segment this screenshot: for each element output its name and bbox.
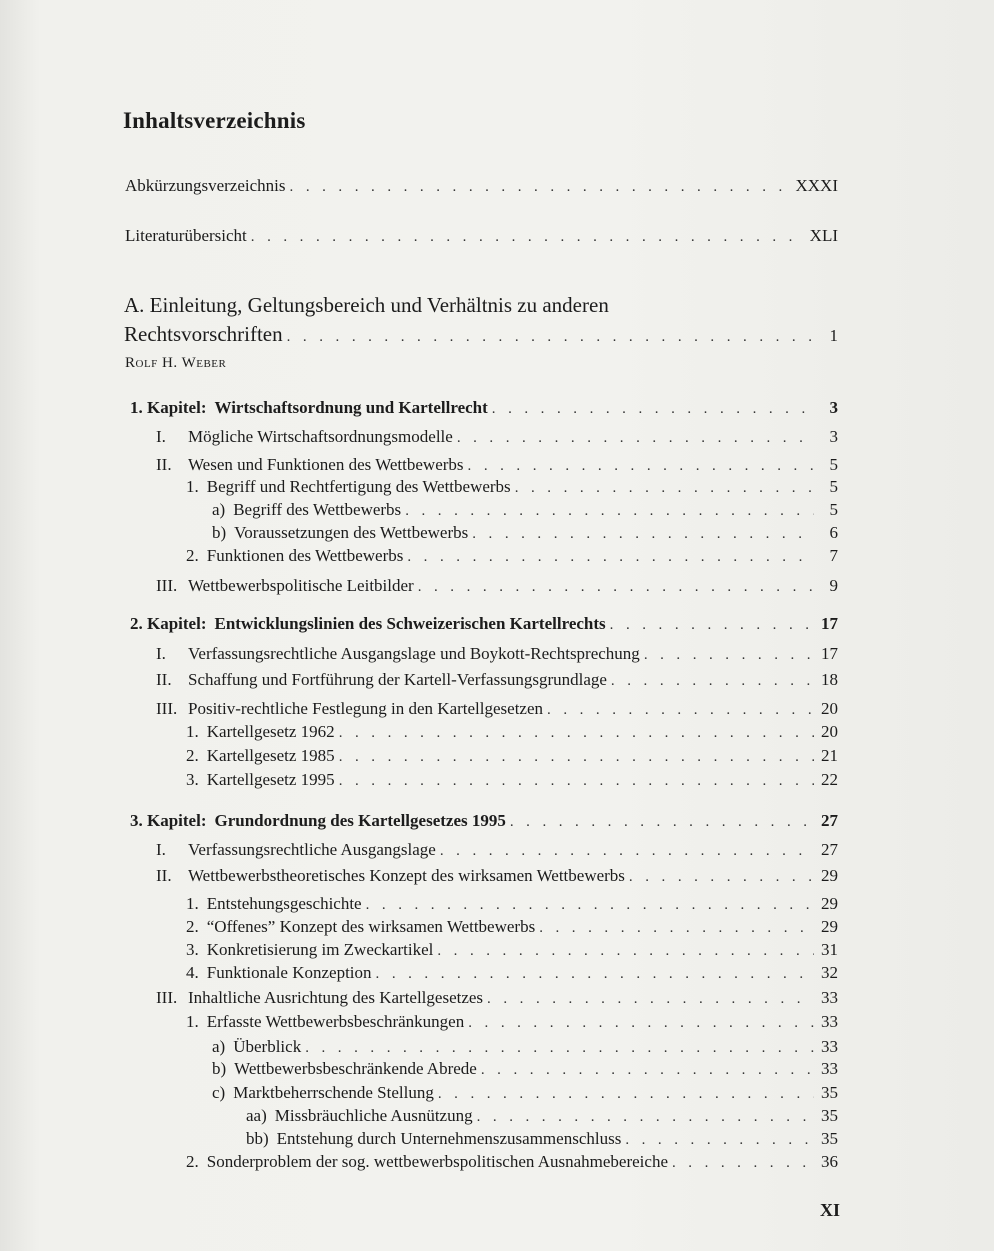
toc-entry-number: III.: [156, 988, 178, 1007]
dot-leader: [510, 814, 814, 831]
toc-entry-page: 21: [821, 746, 838, 765]
toc-entry-page: 27: [821, 840, 838, 859]
toc-entry-page: XLI: [809, 226, 838, 245]
toc-entry-number: 1.: [186, 722, 199, 741]
toc-entry[interactable]: [156, 840, 838, 864]
toc-entry-title: Funktionen des Wettbewerbs: [206, 546, 404, 565]
toc-entry-title: Überblick: [233, 1037, 302, 1056]
dot-leader: [515, 480, 814, 497]
toc-entry[interactable]: [212, 1083, 838, 1107]
toc-entry-page: 3: [829, 427, 838, 446]
toc-entry-title: Funktionale Konzeption: [206, 963, 372, 982]
dot-leader: [287, 329, 814, 346]
dot-leader: [672, 1155, 814, 1172]
dot-leader: [305, 1040, 814, 1057]
toc-entry-title: Literaturübersicht: [125, 226, 247, 245]
dot-leader: [629, 869, 814, 886]
toc-entry-page: 35: [821, 1106, 838, 1125]
toc-entry[interactable]: [186, 546, 838, 570]
toc-entry-number: I.: [156, 644, 166, 663]
toc-entry-title: Wettbewerbsbeschränkende Abrede: [234, 1059, 477, 1078]
dot-leader: [418, 579, 814, 596]
dot-leader: [440, 843, 814, 860]
toc-entry-page: XXXI: [795, 176, 838, 195]
dot-leader: [405, 503, 814, 520]
toc-entry-number: II.: [156, 455, 172, 474]
section-title-row[interactable]: [124, 322, 838, 352]
toc-entry-number: III.: [156, 699, 178, 718]
toc-entry-page: 36: [821, 1152, 838, 1171]
toc-entry[interactable]: [212, 523, 838, 547]
page-title: Inhaltsverzeichnis: [123, 108, 306, 133]
toc-entry-number: a): [212, 500, 226, 519]
toc-entry[interactable]: [186, 477, 838, 501]
toc-entry-title: Kartellgesetz 1995: [206, 770, 335, 789]
toc-entry-title: Inhaltliche Ausrichtung des Kartellgesetzes: [188, 988, 484, 1007]
toc-chapter[interactable]: [130, 614, 838, 638]
dot-leader: [468, 458, 814, 475]
toc-entry-number: aa): [246, 1106, 267, 1125]
toc-entry-number: bb): [246, 1129, 269, 1148]
toc-entry-page: 5: [829, 477, 838, 496]
toc-entry[interactable]: [246, 1106, 838, 1130]
dot-leader: [457, 430, 814, 447]
dot-leader: [487, 991, 814, 1008]
toc-entry-abbreviations[interactable]: [125, 176, 838, 200]
toc-entry-number: 3.: [186, 770, 199, 789]
toc-entry-title: Sonderproblem der sog. wettbewerbspolitischen Ausnahmebereiche: [206, 1152, 668, 1171]
toc-entry-page: 5: [829, 500, 838, 519]
toc-entry-page: 7: [829, 546, 838, 565]
dot-leader: [290, 179, 792, 196]
toc-entry-page: 29: [821, 866, 838, 885]
toc-entry-title: Verfassungsrechtliche Ausgangslage und Boykott-Rechtsprechung: [188, 644, 640, 663]
toc-entry-title: Wettbewerbspolitische Leitbilder: [188, 576, 414, 595]
toc-entry-number: 1.: [186, 477, 199, 496]
toc-entry-number: II.: [156, 670, 172, 689]
section-heading[interactable]: [124, 290, 609, 320]
dot-leader: [644, 647, 814, 664]
toc-entry-number: III.: [156, 576, 178, 595]
toc-entry-page: 6: [829, 523, 838, 542]
toc-entry-title: Wirtschaftsordnung und Kartellrecht: [214, 398, 488, 417]
toc-entry-number: 1.: [186, 894, 199, 913]
dot-leader: [492, 401, 814, 418]
toc-entry-title: Kartellgesetz 1962: [206, 722, 335, 741]
toc-entry-page: 9: [829, 576, 838, 595]
toc-entry-title: Missbräuchliche Ausnützung: [274, 1106, 473, 1125]
toc-entry[interactable]: [156, 644, 838, 668]
toc-entry[interactable]: [186, 746, 838, 770]
dot-leader: [477, 1109, 814, 1126]
toc-entry-number: 2.: [186, 1152, 199, 1171]
dot-leader: [472, 526, 814, 543]
toc-entry-number: I.: [156, 427, 166, 446]
toc-entry-page: 20: [821, 722, 838, 741]
dot-leader: [438, 1086, 814, 1103]
toc-entry-number: c): [212, 1083, 226, 1102]
toc-entry[interactable]: [156, 670, 838, 694]
toc-entry-title: Voraussetzungen des Wettbewerbs: [234, 523, 469, 542]
toc-entry-title: Schaffung und Fortführung der Kartell-Verfassungsgrundlage: [188, 670, 607, 689]
toc-entry[interactable]: [186, 722, 838, 746]
toc-entry-number: 2.: [186, 746, 199, 765]
toc-entry-page: 29: [821, 894, 838, 913]
toc-entry-number: 2.: [186, 546, 199, 565]
toc-entry-title: Begriff des Wettbewerbs: [233, 500, 402, 519]
toc-entry-title: Grundordnung des Kartellgesetzes 1995: [214, 811, 506, 830]
toc-entry-number: 3.: [186, 940, 199, 959]
toc-chapter[interactable]: [130, 811, 838, 835]
dot-leader: [625, 1132, 814, 1149]
toc-entry[interactable]: [212, 500, 838, 524]
toc-entry-number: a): [212, 1037, 226, 1056]
toc-entry-number: 3. Kapitel:: [130, 811, 207, 830]
dot-leader: [376, 966, 814, 983]
dot-leader: [339, 725, 814, 742]
toc-entry-title: Entstehung durch Unternehmenszusammenschluss: [276, 1129, 622, 1148]
toc-entry[interactable]: [246, 1129, 838, 1153]
toc-entry-title: Marktbeherrschende Stellung: [233, 1083, 434, 1102]
toc-entry[interactable]: [186, 963, 838, 987]
toc-entry-number: b): [212, 1059, 227, 1078]
toc-entry-title: “Offenes” Konzept des wirksamen Wettbewerbs: [206, 917, 536, 936]
toc-entry-title: Positiv-rechtliche Festlegung in den Kartellgesetzen: [188, 699, 544, 718]
toc-entry[interactable]: [156, 988, 838, 1012]
toc-entry-title: Abkürzungsverzeichnis: [125, 176, 286, 195]
section-page: 1: [829, 326, 838, 345]
toc-entry-title: Wesen und Funktionen des Wettbewerbs: [188, 455, 464, 474]
toc-entry-page: 33: [821, 988, 838, 1007]
dot-leader: [339, 749, 814, 766]
page-number: XI: [820, 1200, 841, 1220]
toc-entry-number: 4.: [186, 963, 199, 982]
toc-entry-title: Konkretisierung im Zweckartikel: [206, 940, 434, 959]
toc-entry-page: 29: [821, 917, 838, 936]
section-title-line2: Rechtsvorschriften: [124, 322, 283, 346]
toc-entry-page: 22: [821, 770, 838, 789]
toc-entry-title: Begriff und Rechtfertigung des Wettbewerbs: [206, 477, 511, 496]
dot-leader: [539, 920, 814, 937]
toc-entry[interactable]: [186, 1012, 838, 1036]
toc-entry-page: 35: [821, 1129, 838, 1148]
toc-entry-number: I.: [156, 840, 166, 859]
section-title-line1: A. Einleitung, Geltungsbereich und Verhältnis zu anderen: [124, 293, 609, 317]
dot-leader: [611, 673, 814, 690]
toc-entry-page: 3: [829, 398, 838, 417]
toc-entry-page: 33: [821, 1037, 838, 1056]
toc-entry-title: Entwicklungslinien des Schweizerischen Kartellrechts: [214, 614, 606, 633]
toc-entry[interactable]: [212, 1059, 838, 1083]
dot-leader: [468, 1015, 814, 1032]
dot-leader: [481, 1062, 814, 1079]
toc-entry-title: Mögliche Wirtschaftsordnungsmodelle: [188, 427, 453, 446]
toc-entry-number: 2. Kapitel:: [130, 614, 207, 633]
toc-entry[interactable]: [156, 699, 838, 723]
toc-entry[interactable]: [212, 1037, 838, 1061]
toc-entry-page: 17: [821, 644, 838, 663]
toc-entry[interactable]: [186, 770, 838, 794]
toc-entry-title: Erfasste Wettbewerbsbeschränkungen: [206, 1012, 465, 1031]
toc-entry-number: 2.: [186, 917, 199, 936]
toc-entry-title: Wettbewerbstheoretisches Konzept des wirksamen Wettbewerbs: [188, 866, 625, 885]
toc-entry[interactable]: [156, 866, 838, 890]
toc-entry-literature[interactable]: [125, 226, 838, 250]
toc-entry-page: 20: [821, 699, 838, 718]
section-author: Rolf H. Weber: [125, 355, 227, 371]
toc-entry-number: 1. Kapitel:: [130, 398, 207, 417]
dot-leader: [339, 773, 814, 790]
toc-entry-title: Kartellgesetz 1985: [206, 746, 335, 765]
toc-entry-page: 35: [821, 1083, 838, 1102]
dot-leader: [366, 897, 814, 914]
toc-entry[interactable]: [186, 1152, 838, 1176]
toc-entry-page: 31: [821, 940, 838, 959]
toc-entry-page: 5: [829, 455, 838, 474]
toc-entry-page: 33: [821, 1012, 838, 1031]
dot-leader: [547, 702, 814, 719]
toc-entry-number: 1.: [186, 1012, 199, 1031]
toc-entry-title: Entstehungsgeschichte: [206, 894, 362, 913]
dot-leader: [407, 549, 814, 566]
toc-entry-page: 18: [821, 670, 838, 689]
toc-entry-number: II.: [156, 866, 172, 885]
toc-entry-page: 32: [821, 963, 838, 982]
toc-entry-page: 17: [821, 614, 838, 633]
toc-entry-title: Verfassungsrechtliche Ausgangslage: [188, 840, 436, 859]
toc-entry[interactable]: [186, 940, 838, 964]
toc-entry[interactable]: [156, 427, 838, 451]
dot-leader: [251, 229, 806, 246]
toc-chapter[interactable]: [130, 398, 838, 422]
toc-entry-page: 27: [821, 811, 838, 830]
toc-entry-number: b): [212, 523, 227, 542]
toc-entry-page: 33: [821, 1059, 838, 1078]
toc-entry[interactable]: [186, 917, 838, 941]
dot-leader: [437, 943, 814, 960]
toc-entry[interactable]: [156, 455, 838, 479]
toc-entry[interactable]: [156, 576, 838, 600]
dot-leader: [610, 617, 814, 634]
toc-entry[interactable]: [186, 894, 838, 918]
